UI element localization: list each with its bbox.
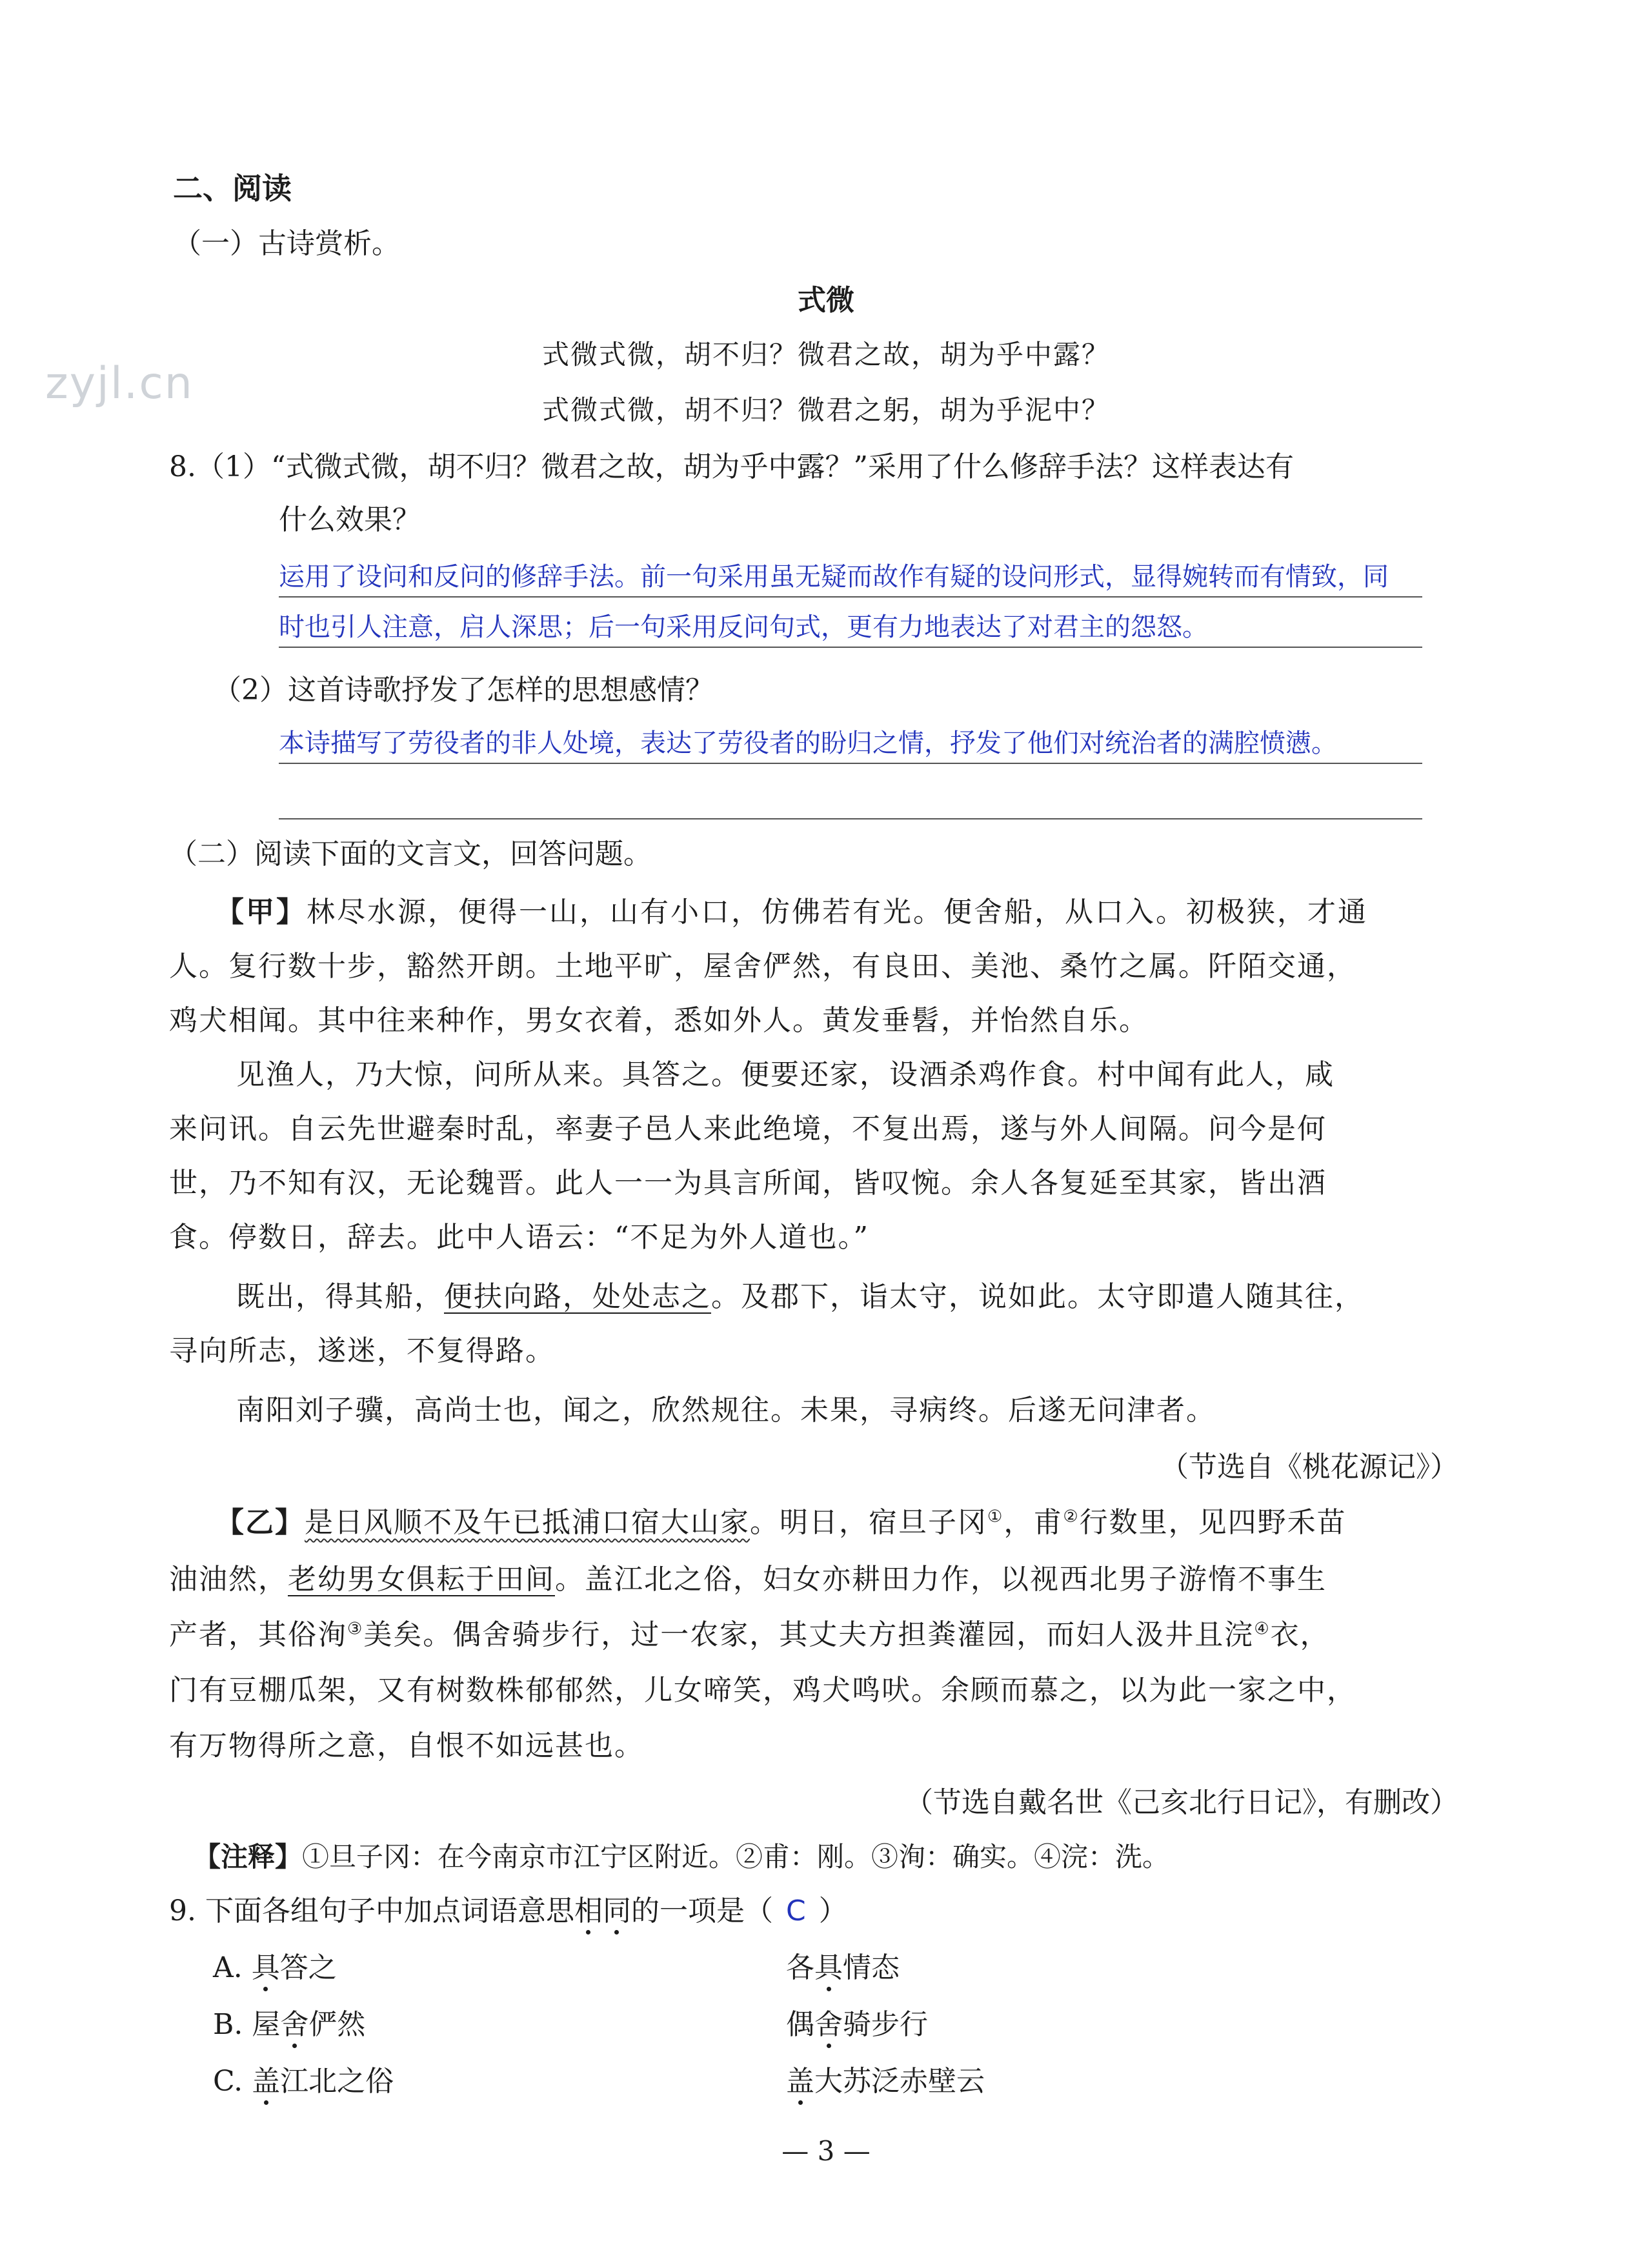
notes: 【注释】①旦子冈：在今南京市江宁区附近。②甫：刚。③洵：确实。④浣：洗。 — [194, 1841, 1170, 1873]
section-title: 二、阅读 — [173, 171, 292, 206]
page-number: — 3 — — [781, 2135, 871, 2167]
underlined-sentence: 老幼男女俱耘于田间 — [288, 1563, 555, 1596]
passage-yi-line-1: 【乙】是日风顺不及午已抵浦口宿大山家。明日，宿旦子冈①，甫②行数里，见四野禾苗 — [216, 1506, 1347, 1539]
wavy-underlined-sentence: 是日风顺不及午已抵浦口宿大山家 — [305, 1506, 750, 1539]
passage-jia-line-1: 【甲】林尽水源，便得一山，山有小口，仿佛若有光。便舍船，从口入。初极狭，才通 — [216, 896, 1368, 929]
passage-jia-line-4: 见渔人，乃大惊，问所从来。具答之。便要还家，设酒杀鸡作食。村中闻有此人，咸 — [236, 1058, 1335, 1091]
passage-yi-line-4: 门有豆棚瓜架，又有树数株郁郁然，儿女啼笑，鸡犬鸣吠。余顾而慕之，以为此一家之中， — [169, 1674, 1356, 1707]
part2-heading: （二）阅读下面的文言文，回答问题。 — [169, 838, 652, 870]
answer-rule — [279, 647, 1422, 648]
passage-yi-line-3: 产者，其俗洵③美矣。偶舍骑步行，过一农家，其丈夫方担粪灌园，而妇人汲井且浣④衣， — [169, 1618, 1330, 1651]
passage-yi-label: 【乙】 — [216, 1506, 305, 1539]
passage-yi-line-5: 有万物得所之意，自恨不如远甚也。 — [169, 1729, 644, 1762]
poem-line-1: 式微式微，胡不归？微君之故，胡为乎中露？ — [541, 339, 1110, 370]
q9-option-b: B. 屋舍俨然 — [213, 2005, 365, 2044]
passage-jia-line-9: 寻向所志，遂迷，不复得路。 — [169, 1334, 555, 1367]
q8-part1-line2: 什么效果？ — [279, 503, 421, 536]
q9-option-c: C. 盖江北之俗 — [213, 2062, 394, 2101]
q8-answer1-line1: 运用了设问和反问的修辞手法。前一句采用虽无疑而故作有疑的设问形式，显得婉转而有情致，同 — [279, 562, 1389, 592]
passage-jia-line-8: 既出，得其船，便扶向路，处处志之。及郡下，诣太守，说如此。太守即遣人随其往， — [236, 1280, 1364, 1313]
q8-part2: （2）这首诗歌抒发了怎样的思想感情？ — [213, 674, 714, 707]
passage-jia-line-7: 食。停数日，辞去。此中人语云：“不足为外人道也。” — [169, 1221, 869, 1254]
poem-title: 式微 — [798, 284, 854, 317]
underlined-sentence: 便扶向路，处处志之 — [444, 1280, 711, 1313]
poem-line-2: 式微式微，胡不归？微君之躬，胡为乎泥中？ — [541, 394, 1110, 426]
q9-option-a-right: 各具情态 — [786, 1949, 900, 1987]
answer-rule — [279, 763, 1422, 764]
passage-yi-line-2: 油油然，老幼男女俱耘于田间。盖江北之俗，妇女亦耕田力作，以视西北男子游惰不事生 — [169, 1563, 1327, 1596]
passage-jia-source: （节选自《桃花源记》） — [1160, 1451, 1458, 1483]
passage-jia-line-3: 鸡犬相闻。其中往来种作，男女衣着，悉如外人。黄发垂髫，并怡然自乐。 — [169, 1004, 1149, 1037]
watermark: zyjl.cn — [45, 358, 194, 409]
passage-jia-line-6: 世，乃不知有汉，无论魏晋。此人一一为具言所闻，皆叹惋。余人各复延至其家，皆出酒 — [169, 1167, 1327, 1200]
passage-yi-source: （节选自戴名世《己亥北行日记》，有删改） — [905, 1786, 1458, 1819]
passage-jia-line-10: 南阳刘子骥，高尚士也，闻之，欣然规往。未果，寻病终。后遂无问津者。 — [236, 1394, 1216, 1427]
passage-jia-line-2: 人。复行数十步，豁然开朗。土地平旷，屋舍俨然，有良田、美池、桑竹之属。阡陌交通， — [169, 950, 1356, 983]
answer-rule — [279, 818, 1422, 819]
part1-heading: （一）古诗赏析。 — [173, 227, 400, 260]
notes-label: 【注释】 — [194, 1841, 303, 1873]
q9-answer: C — [785, 1894, 806, 1927]
passage-jia-label: 【甲】 — [216, 896, 307, 929]
q8-answer2: 本诗描写了劳役者的非人处境，表达了劳役者的盼归之情，抒发了他们对统治者的满腔愤懑。 — [279, 729, 1337, 758]
q9-stem: 9. 下面各组句子中加点词语意思相同的一项是（ C ） — [169, 1892, 847, 1931]
q8-answer1-line2: 时也引人注意，启人深思；后一句采用反问句式，更有力地表达了对君主的怨怒。 — [279, 612, 1208, 642]
q9-option-c-right: 盖大苏泛赤壁云 — [786, 2062, 985, 2101]
answer-rule — [279, 596, 1422, 598]
q9-option-a: A. 具答之 — [213, 1949, 337, 1987]
q9-option-b-right: 偶舍骑步行 — [786, 2005, 928, 2044]
q8-part1-line1: 8.（1）“式微式微，胡不归？微君之故，胡为乎中露？”采用了什么修辞手法？这样表达有 — [169, 450, 1294, 483]
passage-jia-line-5: 来问讯。自云先世避秦时乱，率妻子邑人来此绝境，不复出焉，遂与外人间隔。问今是何 — [169, 1112, 1327, 1145]
